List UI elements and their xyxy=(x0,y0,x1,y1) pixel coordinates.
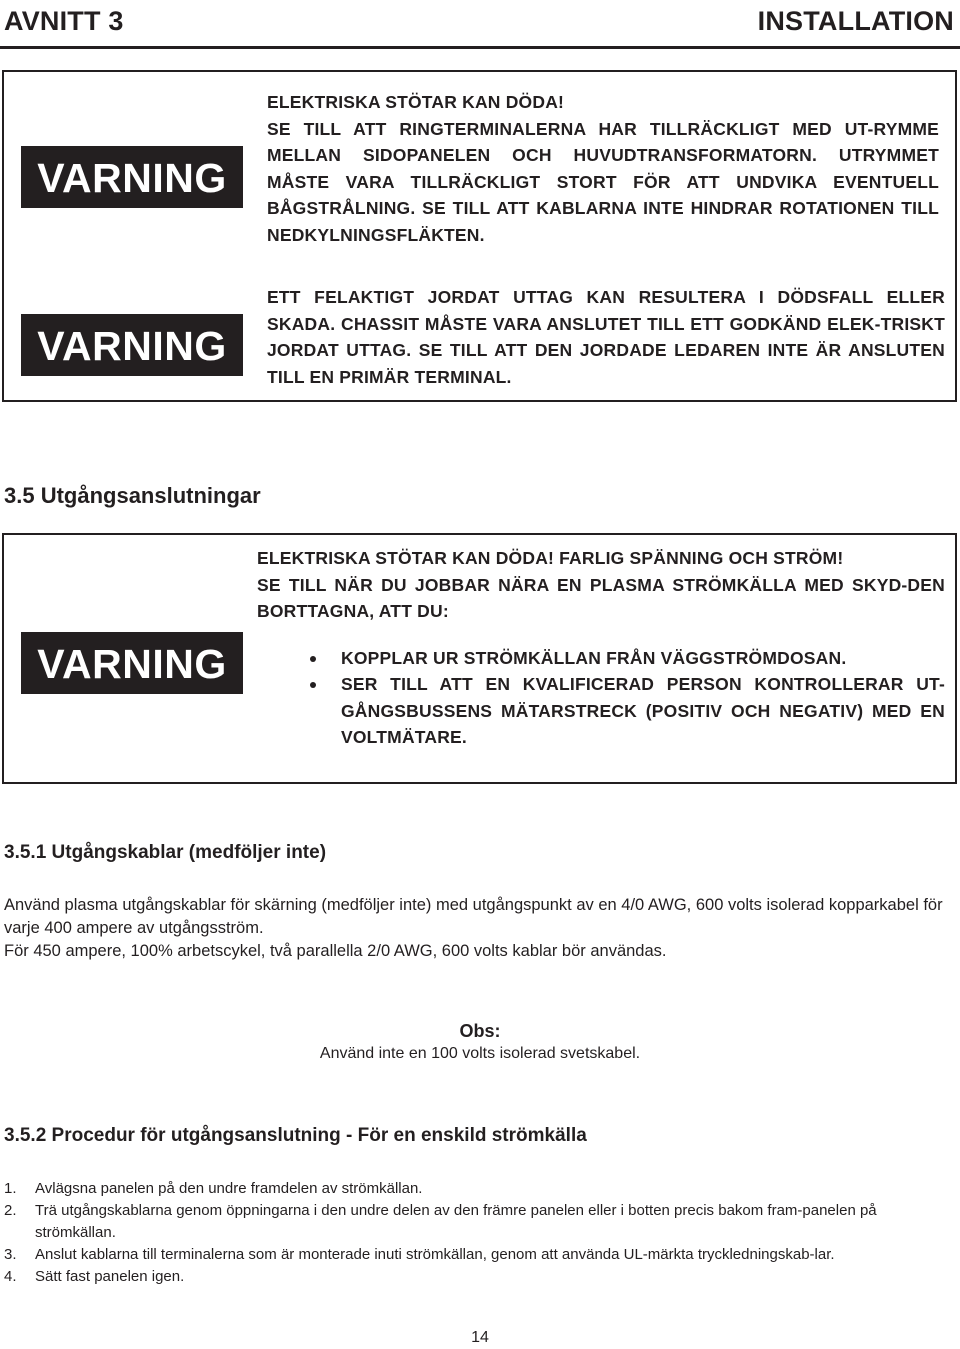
warning-text-2 xyxy=(267,284,945,390)
paragraph: Använd plasma utgångskablar för skärning (medföljer inte) med utgångspunkt av en 4/0 AWG, 600 volts isolerad kopparkabel för varje 400 ampere av utgångsström. xyxy=(4,896,943,937)
subsection-heading-2: 3.5.2 Procedur för utgångsanslutning - För en enskild strömkälla xyxy=(4,1125,587,1146)
bullet-icon xyxy=(310,656,316,662)
note-title: Obs: xyxy=(459,1021,501,1041)
warning-label: VARNING xyxy=(21,632,243,694)
warning-body: SE TILL NÄR DU JOBBAR NÄRA EN PLASMA STRÖMKÄLLA MED SKYD-DEN BORTTAGNA, ATT DU: xyxy=(257,574,945,621)
procedure-list xyxy=(4,1178,956,1288)
paragraph: För 450 ampere, 100% arbetscykel, två parallella 2/0 AWG, 600 volts kablar bör användas. xyxy=(4,942,667,960)
section-heading: 3.5 Utgångsanslutningar xyxy=(4,483,261,508)
warning-heading: ELEKTRISKA STÖTAR KAN DÖDA! FARLIG SPÄNNING OCH STRÖM! xyxy=(257,548,844,568)
warning-label: VARNING xyxy=(21,146,243,208)
warning-text xyxy=(267,89,939,248)
bullet-icon xyxy=(310,682,316,688)
subsection-body xyxy=(4,894,956,963)
note-text: Använd inte en 100 volts isolerad svetskabel. xyxy=(319,1045,641,1062)
subsection-heading: 3.5.1 Utgångskablar (medföljer inte) xyxy=(4,842,327,863)
warning-text xyxy=(257,545,945,751)
warning-bullet-list xyxy=(257,645,945,751)
section-label: AVNITT 3 xyxy=(4,6,124,36)
warning-bullet: SER TILL ATT EN KVALIFICERAD PERSON KONTROLLERAR UT-GÅNGSBUSSENS MÄTARSTRECK (POSITIV OCH NEGATIV) MED EN VOLTMÄTARE. xyxy=(341,671,945,751)
warning-box-2 xyxy=(2,533,957,784)
warning-label-2: VARNING xyxy=(21,314,243,376)
procedure-step: 2. Trä utgångskablarna genom öppningarna i den undre delen av den främre panelen eller i botten precis bakom fram-panelen på strömkällan. xyxy=(4,1202,877,1241)
page-number: 14 xyxy=(471,1329,489,1346)
procedure-step: 4. Sätt fast panelen igen. xyxy=(4,1268,185,1285)
warning-bullet: KOPPLAR UR STRÖMKÄLLAN FRÅN VÄGGSTRÖMDOSAN. xyxy=(341,645,945,672)
chapter-title: INSTALLATION xyxy=(757,6,954,36)
warning-heading: ELEKTRISKA STÖTAR KAN DÖDA! xyxy=(267,92,565,112)
warning-body: SE TILL ATT RINGTERMINALERNA HAR TILLRÄCKLIGT MED UT-RYMME MELLAN SIDOPANELEN OCH HUVUDTRANSFORMATORN. UTRYMMET MÅSTE VARA TILLRÄCKLIGT STORT FÖR ATT UNDVIKA EVENTUELL BÅGSTRÅLNING. SE TILL ATT KABLARNA INTE HINDRAR ROTATIONEN TILL NEDKYLNINGSFLÄKTEN. xyxy=(267,118,939,245)
procedure-step: 1. Avlägsna panelen på den undre framdelen av strömkällan. xyxy=(4,1180,423,1197)
warning-body-2: ETT FELAKTIGT JORDAT UTTAG KAN RESULTERA I DÖDSFALL ELLER SKADA. CHASSIT MÅSTE VARA ANSLUTET TILL ETT GODKÄND ELEK-TRISKT JORDAT UTTAG. SE TILL ATT DEN JORDADE LEDAREN INTE ÄR ANSLUTEN TILL EN PRIMÄR TERMINAL. xyxy=(267,287,945,387)
header-rule xyxy=(0,46,960,49)
warning-box-1 xyxy=(2,70,957,402)
procedure-step: 3. Anslut kablarna till terminalerna som är monterade inuti strömkällan, genom att använda UL-märkta tryckledningskab-lar. xyxy=(4,1246,835,1263)
